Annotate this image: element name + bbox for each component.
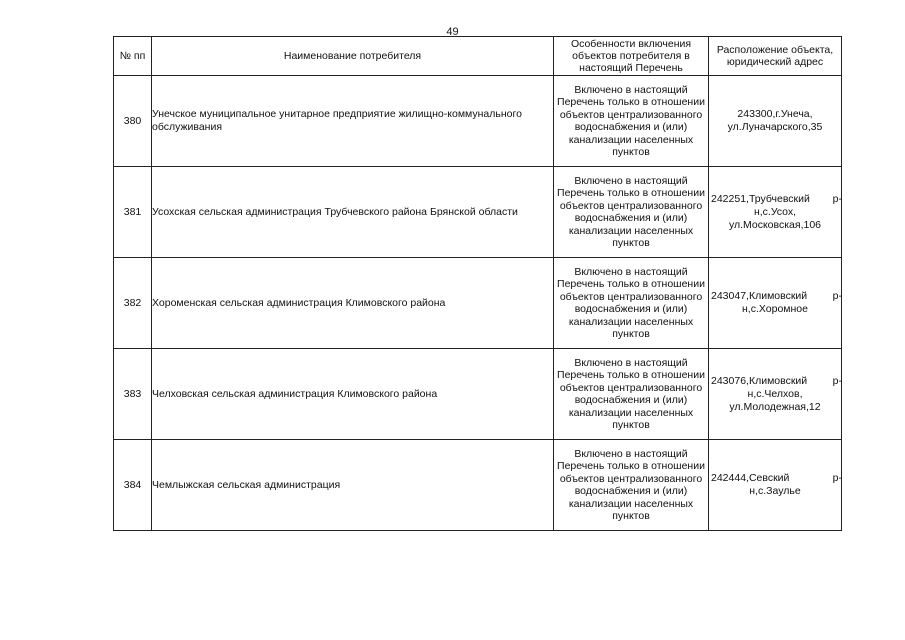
table-row xyxy=(114,258,842,349)
header-feature: Особенности включения объектов потребителя в настоящий Перечень xyxy=(554,37,709,76)
page-number: 49 xyxy=(446,26,459,38)
address-line-3: ул.Московская,106 xyxy=(728,218,822,231)
address-line-2: н,с.Хоромное xyxy=(742,303,808,315)
table-row xyxy=(114,76,842,167)
header-num: № пп xyxy=(114,37,152,76)
address-cell xyxy=(709,258,842,349)
inclusion-feature: Включено в настоящий Перечень только в отношении объектов централизованного водоснабжения и (или) канализации населенных пунктов xyxy=(554,349,709,440)
address-line-2: н,с.Челхов, xyxy=(747,387,803,400)
address-line-3: ул.Молодежная,12 xyxy=(729,400,821,413)
consumer-registry-table xyxy=(113,36,842,531)
address-line-1-tail: р- xyxy=(832,192,842,205)
address-cell xyxy=(709,349,842,440)
row-number: 382 xyxy=(114,258,152,349)
table-row xyxy=(114,349,842,440)
row-number: 381 xyxy=(114,167,152,258)
address-line-1-text: 243300,г.Унеча, xyxy=(737,108,813,120)
address-line-1-text: 242444,Севский xyxy=(711,472,790,484)
inclusion-feature: Включено в настоящий Перечень только в отношении объектов централизованного водоснабжения и (или) канализации населенных пунктов xyxy=(554,167,709,258)
table-row xyxy=(114,167,842,258)
address-line-1 xyxy=(709,472,841,485)
header-name: Наименование потребителя xyxy=(152,37,554,76)
address-line-1 xyxy=(709,375,841,388)
address-line-1-tail: р- xyxy=(832,374,842,387)
address-cell xyxy=(709,440,842,531)
inclusion-feature: Включено в настоящий Перечень только в отношении объектов централизованного водоснабжения и (или) канализации населенных пунктов xyxy=(554,76,709,167)
address-cell xyxy=(709,76,842,167)
header-address: Расположение объекта, юридический адрес xyxy=(709,37,842,76)
address-line-1-text: 242251,Трубчевский xyxy=(711,192,810,205)
address-line-2: ул.Луначарского,35 xyxy=(727,121,823,133)
inclusion-feature: Включено в настоящий Перечень только в отношении объектов централизованного водоснабжения и (или) канализации населенных пунктов xyxy=(554,258,709,349)
address-line-1 xyxy=(709,108,841,121)
address-line-1-tail: р- xyxy=(832,290,842,302)
consumer-name: Усохская сельская администрация Трубчевского района Брянской области xyxy=(152,167,554,258)
address-line-2: н,с.Заулье xyxy=(749,485,801,497)
row-number: 384 xyxy=(114,440,152,531)
table-row xyxy=(114,440,842,531)
consumer-name: Чемлыжская сельская администрация xyxy=(152,440,554,531)
consumer-name: Хороменская сельская администрация Климовского района xyxy=(152,258,554,349)
address-line-1 xyxy=(709,290,841,303)
address-line-1-tail: р- xyxy=(832,472,842,484)
address-line-1 xyxy=(709,193,841,206)
row-number: 380 xyxy=(114,76,152,167)
table-header-row xyxy=(114,37,842,76)
address-cell xyxy=(709,167,842,258)
consumer-name: Челховская сельская администрация Климовского района xyxy=(152,349,554,440)
address-line-2: н,с.Усох, xyxy=(753,205,797,218)
address-line-1-text: 243076,Климовский xyxy=(711,374,808,387)
inclusion-feature: Включено в настоящий Перечень только в отношении объектов централизованного водоснабжения и (или) канализации населенных пунктов xyxy=(554,440,709,531)
address-line-1-text: 243047,Климовский xyxy=(711,290,808,302)
row-number: 383 xyxy=(114,349,152,440)
consumer-name: Унечское муниципальное унитарное предприятие жилищно-коммунального обслуживания xyxy=(152,76,554,167)
